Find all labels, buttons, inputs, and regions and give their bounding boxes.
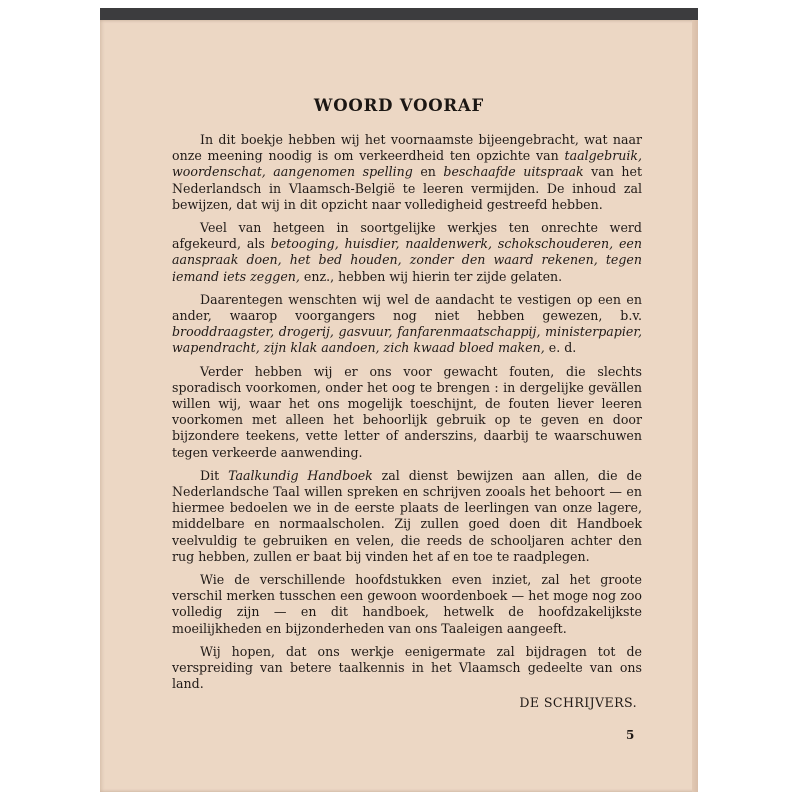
- paragraph-6: [172, 572, 642, 637]
- page-edge: [692, 20, 698, 792]
- paragraph-4: [172, 364, 642, 461]
- paragraph-2: [172, 220, 642, 285]
- text-run: zal dienst bewijzen aan allen, die de Nederlandsche Taal willen spreken en schrijven zooals het behoort — en hiermee bedoelen we in de eerste plaats de leerlingen van onze lagere, middelbare en normaalscholen. Zij zullen goed doen dit Handboek veelvuldig te gebruiken en velen, die reeds de schooljaren achter den rug hebben, zullen er baat bij vinden het af en toe te raadplegen.: [172, 467, 642, 564]
- text-run: Verder hebben wij er ons voor gewacht fouten, die slechts sporadisch voorkomen, onder het oog te brengen : in dergelijke gevällen willen wij, waar het ons mogelijk toeschijnt, de fouten liever leeren voorkomen met alleen het behoorlijk gebruik op te geven en door bijzondere teekens, vette letter of anderszins, daarbij te waarschuwen tegen verkeerde aanwending.: [172, 363, 642, 460]
- text-run: en: [412, 164, 444, 180]
- italic-term: Taalkundig Handboek: [228, 467, 373, 483]
- paragraph-5: [172, 468, 642, 565]
- italic-term: beschaafde uitspraak: [443, 164, 584, 180]
- text-run: In dit boekje hebben wij het voornaamste bijeengebracht, wat naar onze meening noodig is om verkeerdheid ten opzichte van: [172, 132, 642, 164]
- signature: DE SCHRIJVERS.: [519, 695, 637, 710]
- text-run: enz., hebben wij hierin ter zijde gelaten.: [299, 268, 563, 284]
- paragraph-1: [172, 132, 642, 213]
- preface-body: [172, 132, 642, 700]
- italic-term: brooddraagster, drogerij, gasvuur, fanfarenmaatschappij, ministerpapier, wapendracht, zijn klak aandoen, zich kwaad bloed maken,: [172, 324, 642, 356]
- text-run: Dit: [200, 467, 229, 483]
- text-run: Wij hopen, dat ons werkje eenigermate zal bijdragen tot de verspreiding van betere taalkennis in het Vlaamsch gedeelte van ons land.: [172, 643, 642, 692]
- italic-term: taalgebruik, woordenschat, aangenomen spelling: [172, 148, 642, 180]
- paragraph-7: [172, 644, 642, 693]
- text-run: Daarentegen wenschten wij wel de aandacht te vestigen op een en ander, waarop voorgangers nog niet hebben gewezen, b.v.: [172, 291, 642, 324]
- italic-term: betooging, huisdier, naaldenwerk, schokschouderen, een aanspraak doen, het bed houden, zonder den waard rekenen, tegen iemand iets zeggen,: [172, 236, 642, 284]
- page-number: 5: [626, 728, 635, 742]
- paragraph-3: [172, 292, 642, 357]
- text-run: van het Nederlandsch in Vlaamsch-België te leeren vermijden. De inhoud zal bewijzen, dat wij in dit opzicht naar volledigheid gestreefd hebben.: [172, 164, 643, 212]
- text-run: Wie de verschillende hoofdstukken even inziet, zal het groote verschil merken tusschen een gewoon woordenboek — het moge nog zoo volledig zijn — en dit handboek, hetwelk de hoofdzakelijkste moeilijkheden en bijzonderheden van ons Taaleigen aangeeft.: [172, 572, 642, 636]
- text-run: e. d.: [544, 340, 577, 356]
- page-title: WOORD VOORAF: [313, 96, 485, 115]
- text-run: Veel van hetgeen in soortgelijke werkjes ten onrechte werd afgekeurd, als: [172, 220, 642, 252]
